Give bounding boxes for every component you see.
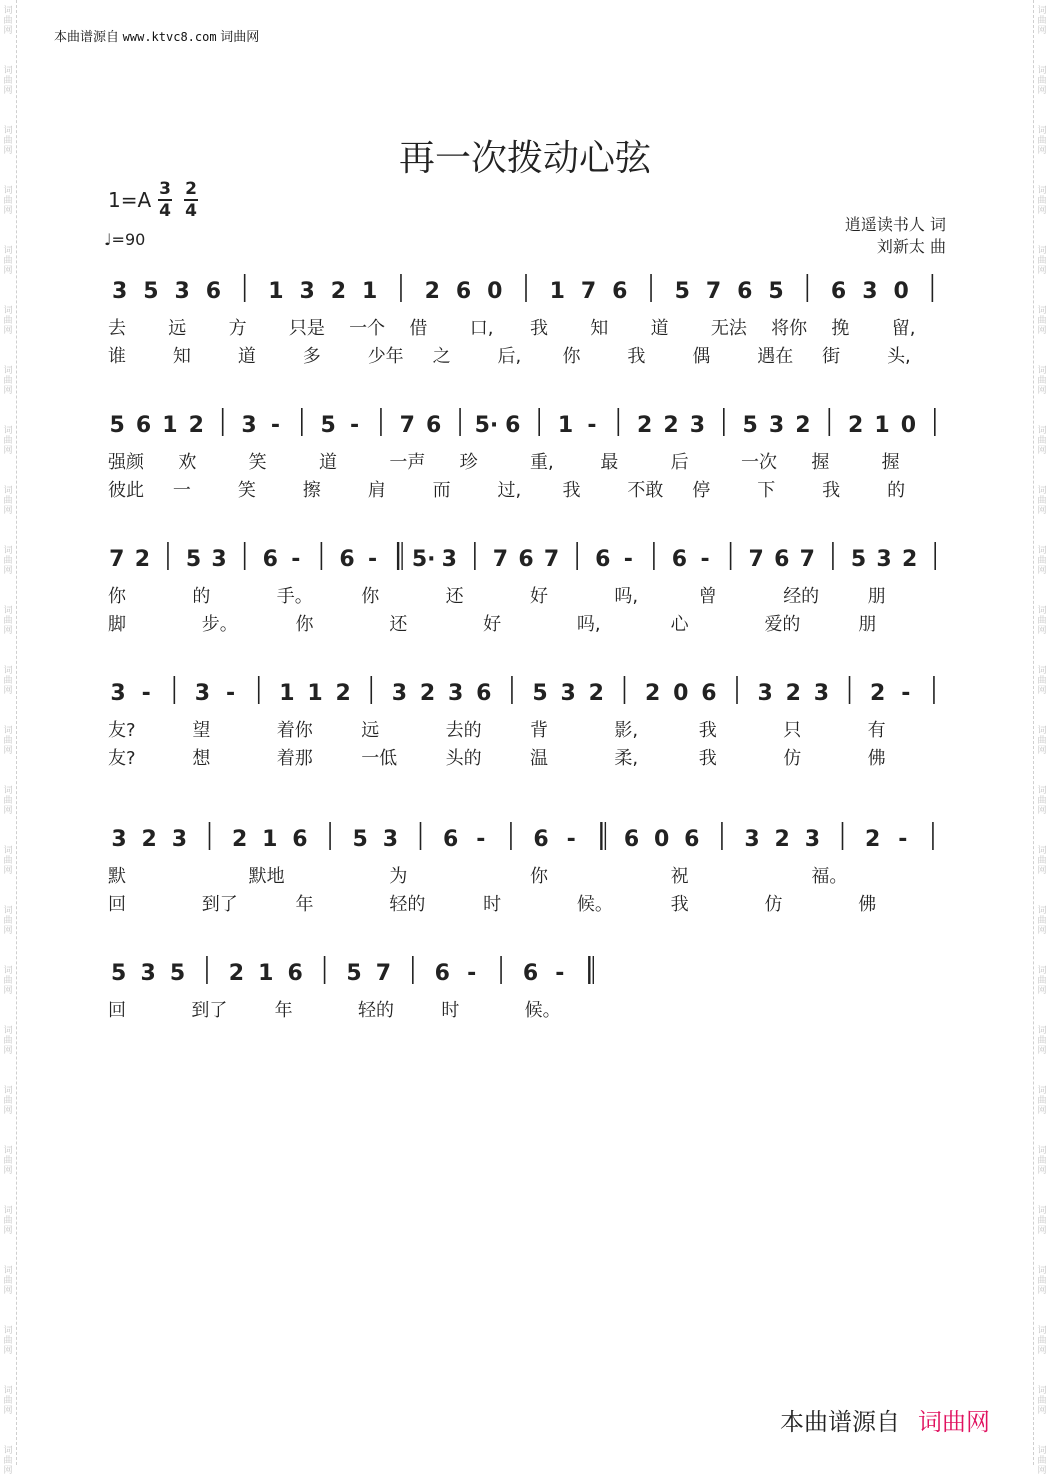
note: - bbox=[467, 961, 477, 986]
lyric: 道 bbox=[650, 318, 669, 339]
note: 6 bbox=[339, 547, 355, 572]
lyric: 望 bbox=[192, 720, 211, 741]
note: 3 bbox=[876, 547, 892, 572]
lyric: 轻的 bbox=[358, 1000, 394, 1021]
note: - bbox=[623, 547, 633, 572]
note: 5 bbox=[346, 961, 362, 986]
lyric: 笑 bbox=[237, 480, 256, 501]
note: 2 bbox=[901, 547, 918, 572]
note: 6 bbox=[455, 279, 472, 304]
note: 6 bbox=[434, 961, 450, 986]
note: 6 bbox=[135, 413, 152, 438]
lyric: 仿 bbox=[764, 894, 783, 915]
lyric: 少年 bbox=[367, 346, 404, 367]
lyric: 最 bbox=[600, 452, 619, 473]
note: 5 bbox=[111, 961, 127, 986]
note: 3 bbox=[111, 827, 127, 852]
note: 2 bbox=[228, 961, 245, 986]
note: 5 bbox=[143, 279, 159, 304]
lyric: 还 bbox=[445, 586, 464, 607]
lyric: 回 bbox=[108, 894, 126, 915]
lyric: 仿 bbox=[783, 748, 802, 769]
lyric: 重, bbox=[530, 452, 554, 473]
lyric: 影, bbox=[614, 720, 639, 741]
lyric: 朋 bbox=[858, 614, 877, 635]
watermark-glyphs: 词 曲 网 bbox=[3, 1446, 13, 1476]
note: 2 bbox=[419, 681, 436, 706]
note: - bbox=[141, 681, 151, 706]
header-source-text: 本曲谱源自 bbox=[54, 29, 120, 44]
lyric: 经的 bbox=[783, 586, 820, 607]
lyric: 街 bbox=[822, 346, 841, 367]
lyric: 到了 bbox=[201, 894, 238, 915]
note: - bbox=[270, 413, 281, 438]
note: 3 bbox=[110, 681, 126, 706]
watermark-glyphs: 词 曲 网 bbox=[3, 1386, 13, 1416]
lyric: 默 bbox=[108, 866, 126, 887]
lyric: 去的 bbox=[445, 720, 482, 741]
note: 6 bbox=[292, 827, 308, 852]
watermark-glyphs: 词 曲 网 bbox=[3, 1026, 13, 1056]
lyric: 强颜 bbox=[108, 452, 144, 473]
watermark-glyphs: 词 曲 网 bbox=[3, 966, 13, 996]
lyric: 为 bbox=[389, 866, 408, 887]
lyric: 的 bbox=[887, 480, 906, 501]
note: 6 bbox=[442, 827, 459, 852]
lyric: 轻的 bbox=[389, 894, 426, 915]
watermark-glyphs: 词 曲 网 bbox=[1037, 966, 1047, 996]
watermark-glyphs: 词 曲 网 bbox=[1037, 1086, 1047, 1116]
note: 7 bbox=[375, 961, 392, 986]
lyric: 手。 bbox=[276, 586, 313, 607]
note: 6 bbox=[623, 827, 640, 852]
lyric: 谁 bbox=[108, 346, 126, 367]
watermark-glyphs: 词 曲 网 bbox=[3, 1266, 13, 1296]
note: 1 bbox=[874, 413, 890, 438]
note: 3 bbox=[194, 681, 211, 706]
note: 7 bbox=[748, 547, 764, 572]
note: 2 bbox=[330, 279, 347, 304]
quarter-note-icon: ♩ bbox=[104, 230, 112, 249]
watermark-glyphs: 词 曲 网 bbox=[1037, 1026, 1047, 1056]
note: - bbox=[367, 547, 378, 572]
lyric: 你 bbox=[361, 586, 380, 607]
lyricist-credit: 逍遥读书人 词 bbox=[844, 215, 946, 234]
note: 3 bbox=[241, 413, 257, 438]
note: 1 bbox=[362, 279, 378, 304]
footer-site[interactable]: 词曲网 bbox=[918, 1408, 990, 1436]
lyric: 口, bbox=[469, 318, 494, 339]
note: 1 bbox=[549, 279, 565, 304]
note: 2 bbox=[864, 827, 881, 852]
lyric: 珍 bbox=[459, 452, 478, 473]
note: 5 bbox=[768, 279, 784, 304]
lyric: 步。 bbox=[201, 614, 238, 635]
note: 2 bbox=[637, 413, 653, 438]
lyric: 我 bbox=[670, 894, 689, 915]
note: 3 bbox=[441, 547, 457, 572]
key-signature: 1=A bbox=[108, 188, 152, 212]
note: 5 bbox=[532, 681, 548, 706]
song-title: 再一次拨动心弦 bbox=[398, 138, 651, 179]
note: 3 bbox=[299, 279, 315, 304]
lyric: 道 bbox=[237, 346, 256, 367]
footer-source-text: 本曲谱源自 bbox=[780, 1408, 900, 1436]
note: 2 bbox=[848, 413, 864, 438]
time-sig-numerator: 3 bbox=[159, 179, 171, 199]
watermark-glyphs: 词 曲 网 bbox=[3, 486, 13, 516]
note: 3 bbox=[560, 681, 576, 706]
note: 6 bbox=[737, 279, 753, 304]
lyric: 彼此 bbox=[108, 480, 144, 501]
lyric: 遇在 bbox=[757, 346, 794, 367]
lyric: 你 bbox=[295, 614, 314, 635]
lyric: 远 bbox=[168, 318, 187, 339]
lyric: 你 bbox=[530, 866, 548, 887]
note: 6 bbox=[518, 547, 534, 572]
watermark-glyphs: 词 曲 网 bbox=[1037, 1206, 1047, 1236]
note: 3 bbox=[111, 279, 128, 304]
note: 3 bbox=[140, 961, 156, 986]
watermark-glyphs: 词 曲 网 bbox=[1037, 66, 1047, 96]
note: 3 bbox=[171, 827, 188, 852]
lyric: 回 bbox=[108, 1000, 126, 1021]
note: - bbox=[898, 827, 908, 852]
header-site[interactable]: 词曲网 bbox=[220, 29, 260, 44]
watermark-glyphs: 词 曲 网 bbox=[1037, 846, 1047, 876]
lyric: 友? bbox=[108, 720, 136, 741]
watermark-glyphs: 词 曲 网 bbox=[3, 846, 13, 876]
lyric: 脚 bbox=[108, 614, 126, 635]
note: 2 bbox=[785, 681, 801, 706]
watermark-glyphs: 词 曲 网 bbox=[3, 366, 13, 396]
note: 3 bbox=[768, 413, 785, 438]
note: 7 bbox=[492, 547, 509, 572]
lyric: 候。 bbox=[524, 1000, 561, 1021]
note: 5 bbox=[674, 279, 690, 304]
watermark-glyphs: 词 曲 网 bbox=[1037, 246, 1047, 276]
watermark-glyphs: 词 曲 网 bbox=[3, 1086, 13, 1116]
lyric: 好 bbox=[483, 614, 502, 635]
watermark-glyphs: 词 曲 网 bbox=[3, 906, 13, 936]
note: 5 bbox=[109, 413, 125, 438]
note: 3 bbox=[382, 827, 399, 852]
lyric: 一声 bbox=[389, 452, 426, 473]
note: 5 bbox=[742, 413, 758, 438]
note: 0 bbox=[673, 681, 689, 706]
note: 2 bbox=[335, 681, 351, 706]
tempo-marking: ♩=90 bbox=[104, 230, 146, 249]
header-url[interactable]: www.ktvc8.com bbox=[122, 30, 217, 44]
lyric: 而 bbox=[432, 480, 451, 501]
footer-source bbox=[780, 1402, 990, 1437]
note: 6 bbox=[684, 827, 700, 852]
note: - bbox=[291, 547, 301, 572]
watermark-glyphs: 词 曲 网 bbox=[1037, 726, 1047, 756]
watermark-glyphs: 词 曲 网 bbox=[1037, 1386, 1047, 1416]
note: 1 bbox=[258, 961, 274, 986]
lyric: 着你 bbox=[276, 720, 313, 741]
note: 3 bbox=[391, 681, 408, 706]
watermark-glyphs: 词 曲 网 bbox=[1037, 906, 1047, 936]
note: 5· bbox=[474, 413, 499, 438]
note: 3 bbox=[448, 681, 464, 706]
note: 2 bbox=[663, 413, 679, 438]
watermark-glyphs: 词 曲 网 bbox=[3, 726, 13, 756]
note: - bbox=[226, 681, 236, 706]
composer-credit: 刘新太 曲 bbox=[876, 237, 946, 256]
lyric: 吗, bbox=[614, 586, 639, 607]
lyric: 我 bbox=[562, 480, 581, 501]
watermark-glyphs: 词 曲 网 bbox=[3, 1206, 13, 1236]
lyric: 时 bbox=[483, 894, 502, 915]
lyric: 你 bbox=[108, 586, 126, 607]
watermark-glyphs: 词 曲 网 bbox=[3, 606, 13, 636]
note: 1 bbox=[557, 413, 574, 438]
lyric: 吗, bbox=[576, 614, 601, 635]
note: 2 bbox=[588, 681, 604, 706]
note: 6 bbox=[671, 547, 688, 572]
lyric: 我 bbox=[698, 720, 717, 741]
lyric: 之 bbox=[432, 346, 451, 367]
note: 1 bbox=[262, 827, 278, 852]
lyric: 你 bbox=[562, 346, 581, 367]
note: 2 bbox=[795, 413, 811, 438]
lyric: 擦 bbox=[302, 480, 321, 501]
note: 7 bbox=[399, 413, 415, 438]
note: 6 bbox=[522, 961, 539, 986]
note: - bbox=[349, 413, 360, 438]
lyric: 后, bbox=[497, 346, 522, 367]
lyric: 年 bbox=[274, 1000, 293, 1021]
note: 6 bbox=[533, 827, 549, 852]
watermark-glyphs: 词 曲 网 bbox=[1037, 1146, 1047, 1176]
lyric: 握 bbox=[811, 452, 830, 473]
lyric: 的 bbox=[192, 586, 211, 607]
lyric: 祝 bbox=[670, 866, 689, 887]
note: 3 bbox=[744, 827, 760, 852]
watermark-glyphs: 词 曲 网 bbox=[3, 546, 13, 576]
lyric: 我 bbox=[822, 480, 841, 501]
note: 5 bbox=[320, 413, 336, 438]
note: 5 bbox=[185, 547, 202, 572]
lyric: 我 bbox=[530, 318, 548, 339]
note: - bbox=[587, 413, 597, 438]
lyric: 背 bbox=[530, 720, 548, 741]
note: 6 bbox=[612, 279, 628, 304]
lyric: 默地 bbox=[248, 866, 285, 887]
note: 1 bbox=[279, 681, 295, 706]
lyric: 去 bbox=[108, 318, 126, 339]
note: - bbox=[901, 681, 911, 706]
note: 0 bbox=[893, 279, 909, 304]
note: 6 bbox=[595, 547, 611, 572]
note: 3 bbox=[813, 681, 830, 706]
watermark-glyphs: 词 曲 网 bbox=[1037, 306, 1047, 336]
lyric: 佛 bbox=[867, 748, 886, 769]
lyric: 知 bbox=[590, 318, 609, 339]
note: 2 bbox=[141, 827, 157, 852]
lyric: 心 bbox=[670, 614, 689, 635]
time-sig-denominator: 4 bbox=[185, 201, 197, 221]
lyric: 无法 bbox=[710, 318, 747, 339]
note: 3 bbox=[174, 279, 190, 304]
note: 6 bbox=[287, 961, 303, 986]
lyric: 不敢 bbox=[627, 480, 664, 501]
note: 2 bbox=[231, 827, 248, 852]
time-sig-denominator: 4 bbox=[159, 201, 171, 221]
note: 6 bbox=[830, 279, 847, 304]
lyric: 下 bbox=[757, 480, 776, 501]
note: 2 bbox=[424, 279, 440, 304]
watermark-glyphs: 词 曲 网 bbox=[1037, 6, 1047, 36]
note: - bbox=[476, 827, 486, 852]
note: 1 bbox=[307, 681, 323, 706]
watermark-glyphs: 词 曲 网 bbox=[1037, 546, 1047, 576]
note: 5 bbox=[850, 547, 867, 572]
note: 3 bbox=[804, 827, 821, 852]
lyric: 只 bbox=[783, 720, 802, 741]
lyric: 笑 bbox=[248, 452, 267, 473]
note: 7 bbox=[580, 279, 597, 304]
note: 3 bbox=[757, 681, 773, 706]
lyric: 佛 bbox=[858, 894, 877, 915]
note: 5 bbox=[352, 827, 368, 852]
lyric: 有 bbox=[867, 720, 886, 741]
lyric: 握 bbox=[881, 452, 900, 473]
watermark-glyphs: 词 曲 网 bbox=[3, 6, 13, 36]
lyric: 朋 bbox=[867, 586, 886, 607]
note: 6 bbox=[476, 681, 492, 706]
note: 1 bbox=[162, 413, 178, 438]
watermark-glyphs: 词 曲 网 bbox=[1037, 366, 1047, 396]
watermark-glyphs: 词 曲 网 bbox=[1037, 186, 1047, 216]
note: 2 bbox=[188, 413, 204, 438]
watermark-glyphs: 词 曲 网 bbox=[1037, 786, 1047, 816]
lyric: 好 bbox=[530, 586, 548, 607]
watermark-glyphs: 词 曲 网 bbox=[1037, 426, 1047, 456]
note: 2 bbox=[870, 681, 886, 706]
lyric: 留, bbox=[891, 318, 916, 339]
lyric: 一个 bbox=[349, 318, 386, 339]
note: 7 bbox=[109, 547, 125, 572]
watermark-glyphs: 词 曲 网 bbox=[1037, 126, 1047, 156]
lyric: 曾 bbox=[698, 586, 717, 607]
note: 6 bbox=[701, 681, 717, 706]
note: 6 bbox=[426, 413, 442, 438]
watermark-glyphs: 词 曲 网 bbox=[1037, 666, 1047, 696]
note: - bbox=[555, 961, 565, 986]
lyric: 头的 bbox=[445, 748, 482, 769]
lyric: 一次 bbox=[741, 452, 777, 473]
watermark-glyphs: 词 曲 网 bbox=[3, 126, 13, 156]
note: 0 bbox=[487, 279, 503, 304]
lyric: 头, bbox=[887, 346, 911, 367]
note: 7 bbox=[543, 547, 560, 572]
lyric: 年 bbox=[295, 894, 314, 915]
note: 7 bbox=[705, 279, 722, 304]
watermark-glyphs: 词 曲 网 bbox=[3, 246, 13, 276]
watermark-glyphs: 词 曲 网 bbox=[3, 426, 13, 456]
note: - bbox=[566, 827, 576, 852]
lyric: 方 bbox=[228, 318, 247, 339]
note: 2 bbox=[644, 681, 661, 706]
lyric: 时 bbox=[441, 1000, 460, 1021]
lyric: 我 bbox=[627, 346, 646, 367]
lyric: 借 bbox=[409, 318, 428, 339]
watermark-glyphs: 词 曲 网 bbox=[3, 186, 13, 216]
note: 0 bbox=[653, 827, 670, 852]
watermark-glyphs: 词 曲 网 bbox=[3, 66, 13, 96]
watermark-glyphs: 词 曲 网 bbox=[3, 786, 13, 816]
lyric: 多 bbox=[302, 346, 321, 367]
note: 6 bbox=[774, 547, 790, 572]
lyric: 我 bbox=[698, 748, 717, 769]
watermark-glyphs: 词 曲 网 bbox=[3, 1326, 13, 1356]
lyric: 知 bbox=[172, 346, 191, 367]
lyric: 只是 bbox=[288, 318, 325, 339]
note: 7 bbox=[799, 547, 815, 572]
note: 2 bbox=[134, 547, 151, 572]
lyric: 挽 bbox=[831, 318, 850, 339]
note: 5· bbox=[411, 547, 436, 572]
watermark-glyphs: 词 曲 网 bbox=[3, 666, 13, 696]
note: 6 bbox=[262, 547, 278, 572]
lyric: 着那 bbox=[276, 748, 313, 769]
watermark-glyphs: 词 曲 网 bbox=[1037, 1446, 1047, 1476]
note: 6 bbox=[205, 279, 222, 304]
lyric: 道 bbox=[319, 452, 337, 473]
note: 1 bbox=[268, 279, 284, 304]
lyric: 后 bbox=[670, 452, 689, 473]
watermark-glyphs: 词 曲 网 bbox=[1037, 1326, 1047, 1356]
lyric: 到了 bbox=[191, 1000, 228, 1021]
watermark-glyphs: 词 曲 网 bbox=[3, 1146, 13, 1176]
lyric: 远 bbox=[361, 720, 380, 741]
note: 0 bbox=[900, 413, 917, 438]
lyric: 偶 bbox=[692, 346, 711, 367]
lyric: 一低 bbox=[361, 748, 398, 769]
lyric: 温 bbox=[530, 748, 548, 769]
watermark-glyphs: 词 曲 网 bbox=[1037, 1266, 1047, 1296]
lyric: 想 bbox=[192, 748, 211, 769]
lyric: 还 bbox=[389, 614, 408, 635]
lyric: 一 bbox=[172, 480, 191, 501]
time-sig-numerator: 2 bbox=[185, 179, 197, 199]
note: 2 bbox=[774, 827, 790, 852]
lyric: 候。 bbox=[576, 894, 613, 915]
lyric: 将你 bbox=[771, 318, 808, 339]
note: 3 bbox=[211, 547, 227, 572]
note: 6 bbox=[505, 413, 521, 438]
note: 5 bbox=[169, 961, 186, 986]
lyric: 友? bbox=[108, 748, 136, 769]
lyric: 过, bbox=[497, 480, 522, 501]
watermark-glyphs: 词 曲 网 bbox=[1037, 486, 1047, 516]
lyric: 停 bbox=[692, 480, 711, 501]
watermark-glyphs: 词 曲 网 bbox=[3, 306, 13, 336]
lyric: 爱的 bbox=[764, 614, 801, 635]
lyric: 欢 bbox=[178, 452, 197, 473]
lyric: 肩 bbox=[367, 480, 386, 501]
note: - bbox=[700, 547, 710, 572]
note: 3 bbox=[689, 413, 706, 438]
watermark-glyphs: 词 曲 网 bbox=[1037, 606, 1047, 636]
note: 3 bbox=[862, 279, 878, 304]
lyric: 柔, bbox=[614, 748, 639, 769]
lyric: 福。 bbox=[811, 866, 848, 887]
